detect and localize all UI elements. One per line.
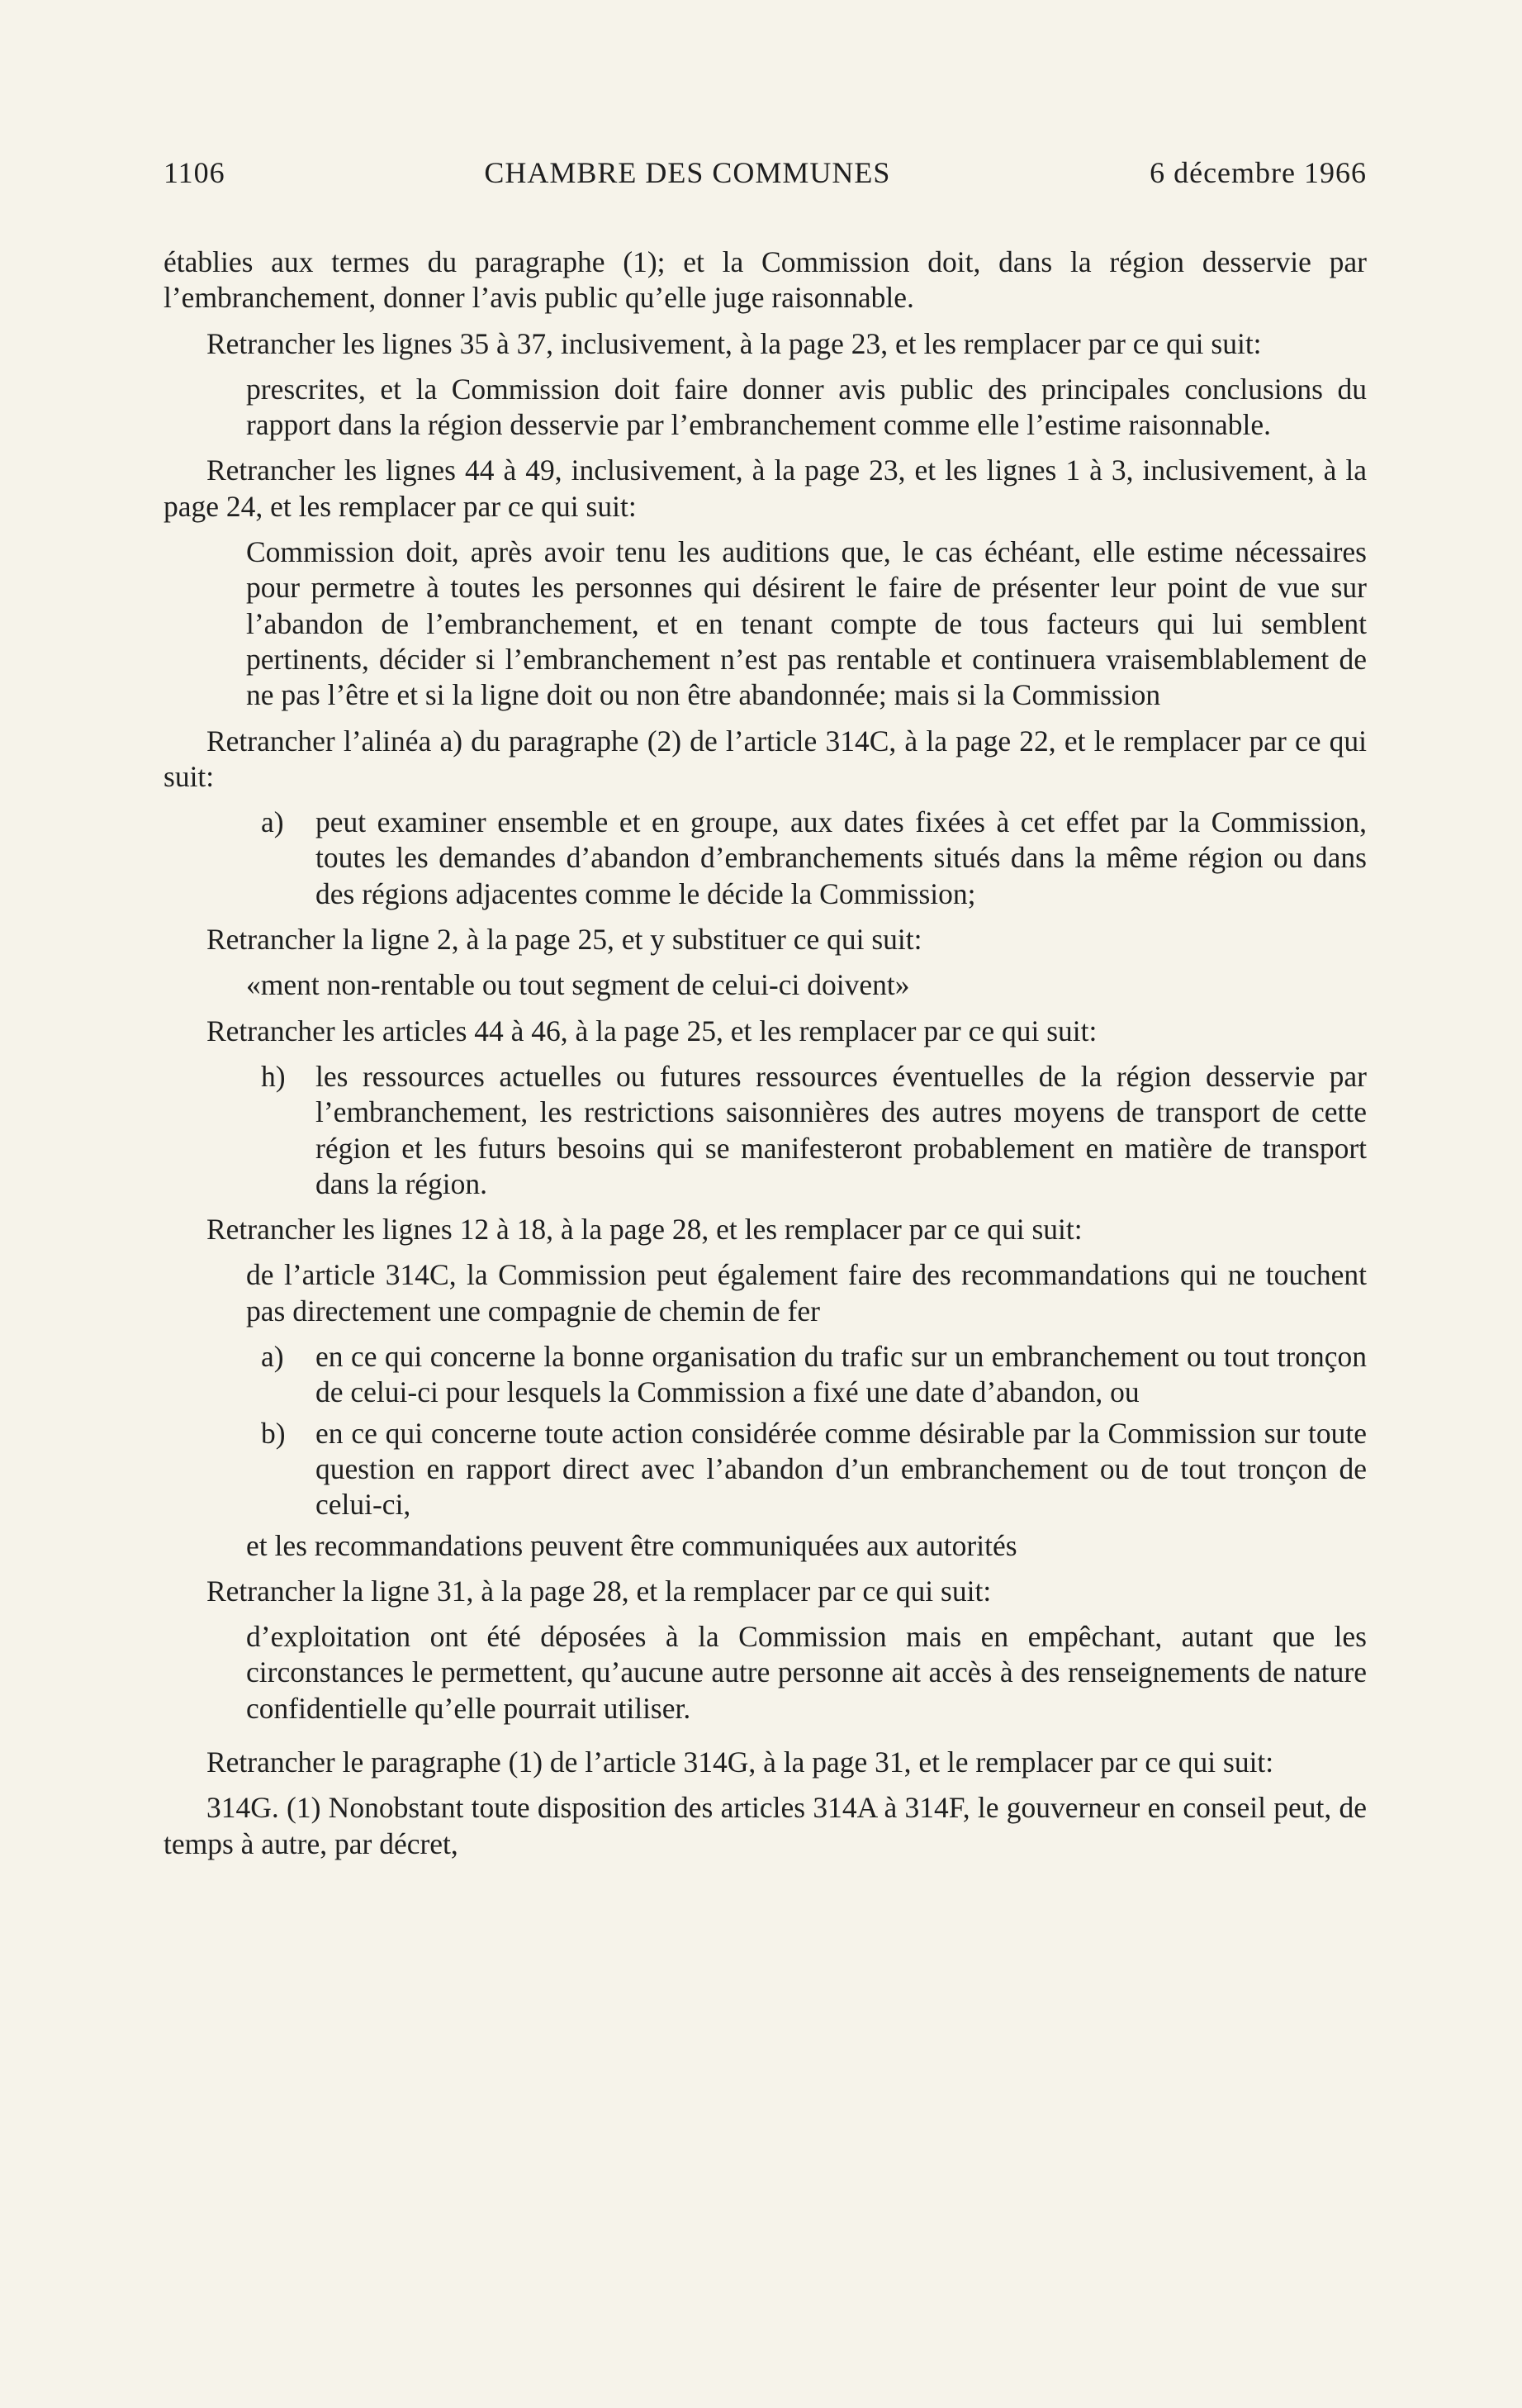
amendment-instruction: Retrancher les articles 44 à 46, à la page 25, et les remplacer par ce qui suit: [206,1014,1098,1047]
clause-text: en ce qui concerne la bonne organisation du trafic sur un embranchement ou tout tronçon de celui-ci pour lesquels la Commission a fixé une date d’abandon, ou [315,1340,1367,1409]
clause [261,1059,1367,1202]
header-date: 6 décembre 1966 [1150,156,1367,189]
amendment-instruction: Retrancher la ligne 31, à la page 28, et la remplacer par ce qui suit: [206,1574,992,1608]
journal-title: CHAMBRE DES COMMUNES [484,156,891,189]
clause-text: en ce qui concerne toute action considérée comme désirable par la Commission sur toute question en rapport direct avec l’abandon d’un embranchement ou de tout tronçon de celui-ci, [315,1416,1367,1522]
clause [261,1339,1367,1411]
amendment-text: 314G. (1) Nonobstant toute disposition des articles 314A à 314F, le gouverneur en conseil peut, de temps à autre, par décret, [164,1791,1367,1860]
amendment-text: et les recommandations peuvent être communiquées aux autorités [246,1528,1017,1562]
amendment-instruction: Retrancher les lignes 35 à 37, inclusivement, à la page 23, et les remplacer par ce qui suit: [206,326,1262,360]
clause-label: b) [261,1416,286,1450]
clause [261,1416,1367,1523]
clause-label: a) [261,1340,284,1374]
clause-label: h) [261,1059,286,1093]
amendment-text: de l’article 314C, la Commission peut également faire des recommandations qui ne touchent pas directement une compagnie de chemin de fer [246,1258,1367,1327]
amendment-instruction: Retrancher les lignes 44 à 49, inclusivement, à la page 23, et les lignes 1 à 3, inclusivement, à la page 24, et les remplacer par ce qui suit: [164,454,1367,523]
amendment-text: Commission doit, après avoir tenu les auditions que, le cas échéant, elle estime nécessaires pour permetre à toutes les personnes qui désirent le faire de présenter leur point de vue sur l’abandon de l’embranchement, et en tenant compte de tous facteurs qui lui semblent pertinents, décider si l’embranchement n’est pas rentable et continuera vraisemblablement de ne pas l’être et si la ligne doit ou non être abandonnée; mais si la Commission [246,535,1367,712]
amendment-text: «ment non-rentable ou tout segment de celui-ci doivent» [246,968,910,1002]
running-header [164,155,1367,190]
amendment-text: prescrites, et la Commission doit faire donner avis public des principales conclusions du rapport dans la région desservie par l’embranchement comme elle l’estime raisonnable. [246,372,1367,442]
clause-text: peut examiner ensemble et en groupe, aux dates fixées à cet effet par la Commission, toutes les demandes d’abandon d’embranchements situés dans la même région ou dans des régions adjacentes comme le décide la Commission; [315,805,1367,910]
amendment-instruction: Retrancher les lignes 12 à 18, à la page 28, et les remplacer par ce qui suit: [206,1213,1083,1247]
page-number: 1106 [164,156,225,189]
paragraph: établies aux termes du paragraphe (1); et la Commission doit, dans la région desservie par l’embranchement, donner l’avis public qu’elle juge raisonnable. [164,245,1367,315]
body-text [164,245,1367,1862]
amendment-instruction: Retrancher la ligne 2, à la page 25, et y substituer ce qui suit: [206,923,922,957]
clause [261,805,1367,912]
clause-label: a) [261,805,284,839]
clause-text: les ressources actuelles ou futures ressources éventuelles de la région desservie par l’embranchement, les restrictions saisonnières des autres moyens de transport de cette région et les futurs besoins qui se manifesteront probablement en matière de transport dans la région. [315,1059,1367,1200]
amendment-instruction: Retrancher le paragraphe (1) de l’article 314G, à la page 31, et le remplacer par ce qui suit: [206,1745,1274,1779]
amendment-instruction: Retrancher l’alinéa a) du paragraphe (2) de l’article 314C, à la page 22, et le remplacer par ce qui suit: [164,724,1367,793]
amendment-text: d’exploitation ont été déposées à la Commission mais en empêchant, autant que les circonstances le permettent, qu’aucune autre personne ait accès à des renseignements de nature confidentielle qu’elle pourrait utiliser. [246,1620,1367,1725]
